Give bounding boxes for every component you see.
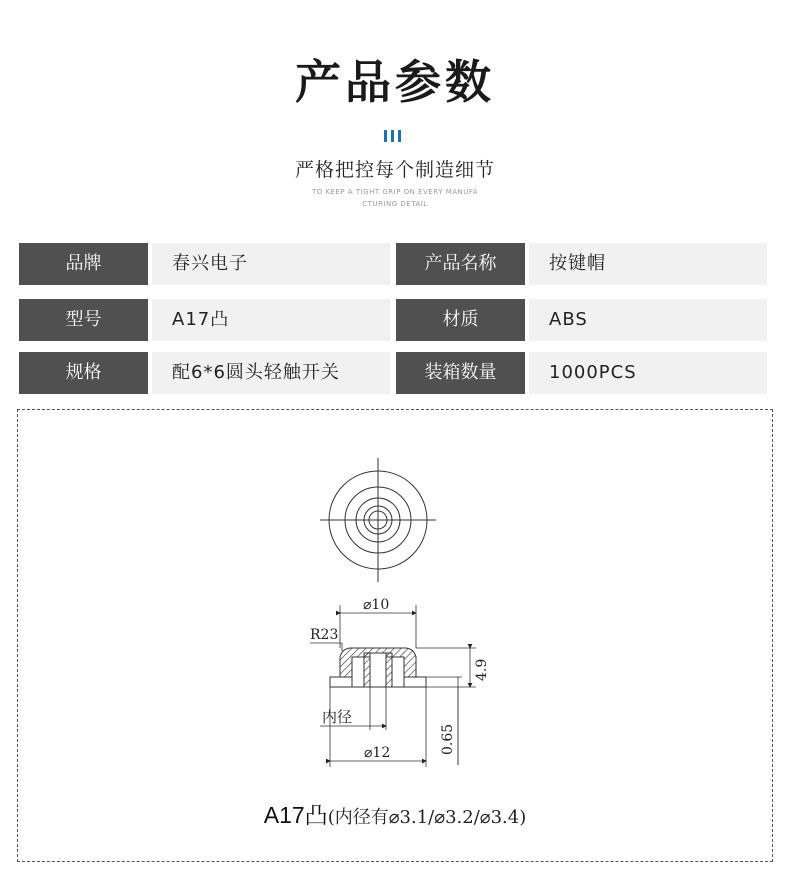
dim-height: 4.9 <box>474 658 490 681</box>
dim-inner-diameter: 内径 <box>322 708 353 726</box>
spec-value: 配6*6圆头轻触开关 <box>152 352 390 394</box>
product-name-label: 产品名称 <box>396 243 525 285</box>
brand-label: 品牌 <box>19 243 148 285</box>
page-title: 产品参数 <box>295 55 495 109</box>
pack-quantity-label: 装箱数量 <box>396 352 525 394</box>
dim-bottom-diameter: ⌀12 <box>364 745 391 761</box>
pack-quantity-value: 1000PCS <box>529 352 767 394</box>
product-name-value: 按键帽 <box>529 243 767 285</box>
accent-bars-icon <box>384 127 408 139</box>
english-subtitle-line1: TO KEEP A TIGHT GRIP ON EVERY MANUFA <box>311 188 479 196</box>
material-value: ABS <box>529 299 767 341</box>
dim-top-diameter: ⌀10 <box>363 597 390 613</box>
dim-radius: R23 <box>310 627 339 643</box>
spec-row-1 <box>0 243 790 285</box>
material-label: 材质 <box>396 299 525 341</box>
caption-inner-diameters: (内径有⌀3.1/⌀3.2/⌀3.4) <box>327 807 527 828</box>
model-value: A17凸 <box>152 299 390 341</box>
page-subtitle: 严格把控每个制造细节 <box>294 159 495 181</box>
brand-value: 春兴电子 <box>152 243 390 285</box>
spec-row-2 <box>0 299 790 341</box>
caption-model: A17凸 <box>263 802 328 828</box>
keycap-technical-drawing <box>290 455 510 775</box>
spec-label: 规格 <box>19 352 148 394</box>
top-view <box>320 458 436 582</box>
spec-row-3 <box>0 352 790 394</box>
dim-flange-thickness: 0.65 <box>440 723 456 755</box>
model-label: 型号 <box>19 299 148 341</box>
section-view <box>330 648 426 687</box>
drawing-caption <box>0 797 790 830</box>
english-subtitle-line2: CTURING DETAIL <box>362 200 428 208</box>
